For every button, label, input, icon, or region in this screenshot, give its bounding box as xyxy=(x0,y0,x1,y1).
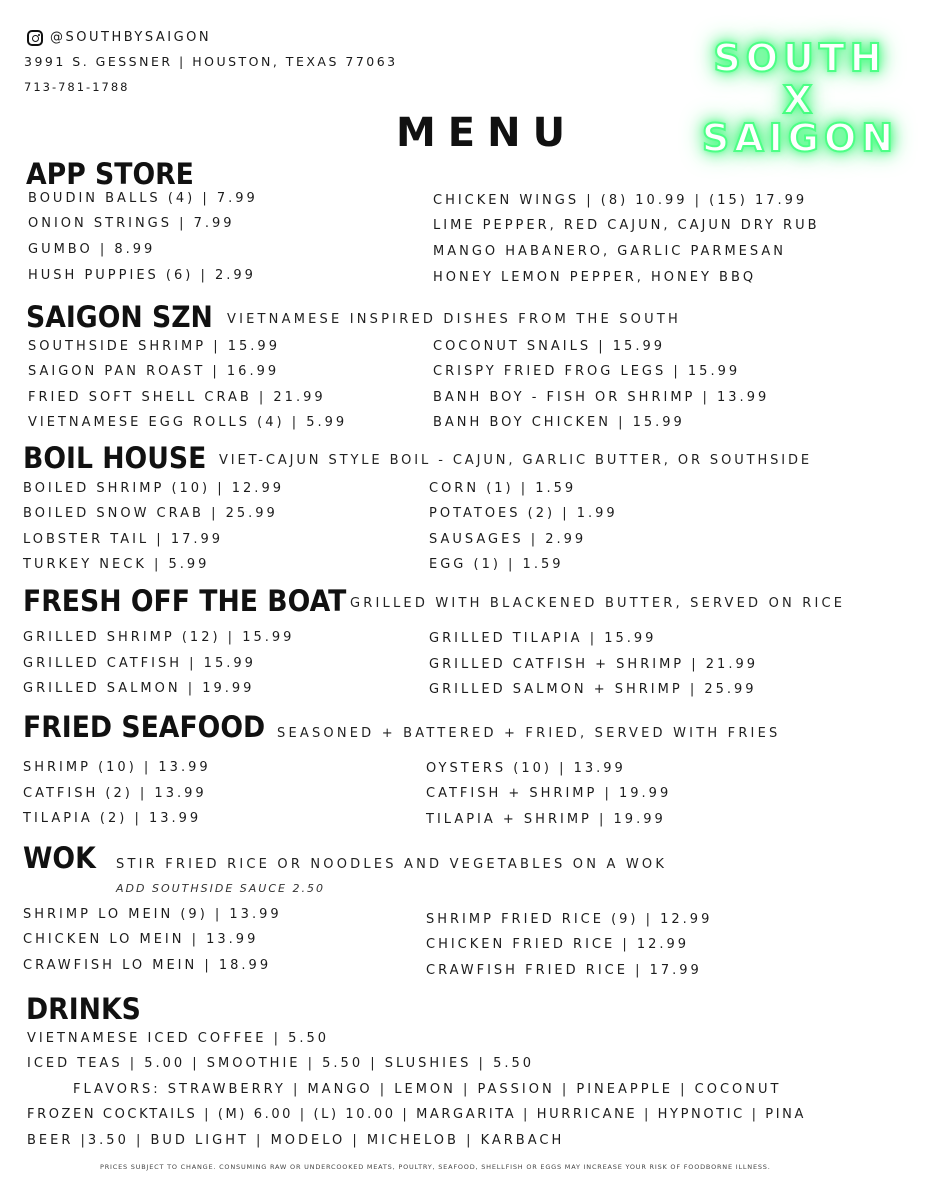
logo-line-3: SAIGON xyxy=(701,116,899,160)
section-title: DRINKS xyxy=(26,992,141,1026)
section-subtitle: SEASONED + BATTERED + FRIED, SERVED WITH FRIES xyxy=(277,726,781,741)
phone-number[interactable]: 713-781-1788 xyxy=(24,80,130,94)
menu-item: CATFISH + SHRIMP | 19.99 xyxy=(426,786,672,801)
menu-item: ONION STRINGS | 7.99 xyxy=(28,216,235,231)
menu-item: TURKEY NECK | 5.99 xyxy=(23,557,210,572)
drinks-line: BEER |3.50 | BUD LIGHT | MODELO | MICHELOB | KARBACH xyxy=(27,1133,565,1148)
menu-title: MENU xyxy=(396,110,578,156)
menu-item: GRILLED SHRIMP (12) | 15.99 xyxy=(23,630,295,645)
menu-item: SHRIMP FRIED RICE (9) | 12.99 xyxy=(426,912,713,927)
address: 3991 S. GESSNER | HOUSTON, TEXAS 77063 xyxy=(24,54,398,69)
section-subtitle: GRILLED WITH BLACKENED BUTTER, SERVED ON RICE xyxy=(350,596,846,611)
menu-item: SAIGON PAN ROAST | 16.99 xyxy=(28,364,280,379)
menu-item: HUSH PUPPIES (6) | 2.99 xyxy=(28,268,256,283)
section-title: FRESH OFF THE BOAT xyxy=(23,584,347,618)
menu-item: POTATOES (2) | 1.99 xyxy=(429,506,618,521)
menu-item: BOILED SNOW CRAB | 25.99 xyxy=(23,506,278,521)
menu-item: SHRIMP LO MEIN (9) | 13.99 xyxy=(23,907,282,922)
menu-item: VIETNAMESE EGG ROLLS (4) | 5.99 xyxy=(28,415,348,430)
menu-item: GRILLED SALMON | 19.99 xyxy=(23,681,255,696)
footer-disclaimer: PRICES SUBJECT TO CHANGE. CONSUMING RAW OR UNDERCOOKED MEATS, POULTRY, SEAFOOD, SHELLFISH OR EGGS MAY INCREASE YOUR RISK OF FOODBORNE ILLNESS. xyxy=(100,1163,771,1171)
menu-item: TILAPIA (2) | 13.99 xyxy=(23,811,202,826)
drinks-line: VIETNAMESE ICED COFFEE | 5.50 xyxy=(27,1031,330,1046)
menu-item: LOBSTER TAIL | 17.99 xyxy=(23,532,224,547)
menu-item: CORN (1) | 1.59 xyxy=(429,481,577,496)
menu-item: BANH BOY - FISH OR SHRIMP | 13.99 xyxy=(433,390,770,405)
menu-item: SHRIMP (10) | 13.99 xyxy=(23,760,211,775)
menu-item: CHICKEN WINGS | (8) 10.99 | (15) 17.99 xyxy=(433,193,808,208)
menu-item: BOILED SHRIMP (10) | 12.99 xyxy=(23,481,284,496)
section-title: SAIGON SZN xyxy=(26,300,213,334)
menu-item: CHICKEN LO MEIN | 13.99 xyxy=(23,932,259,947)
menu-item: CHICKEN FRIED RICE | 12.99 xyxy=(426,937,690,952)
section-title: BOIL HOUSE xyxy=(23,441,207,475)
menu-item: CATFISH (2) | 13.99 xyxy=(23,786,207,801)
menu-item: BANH BOY CHICKEN | 15.99 xyxy=(433,415,685,430)
menu-item: OYSTERS (10) | 13.99 xyxy=(426,761,626,776)
section-title: FRIED SEAFOOD xyxy=(23,710,266,744)
drinks-line: FROZEN COCKTAILS | (M) 6.00 | (L) 10.00 | MARGARITA | HURRICANE | HYPNOTIC | PINA xyxy=(27,1107,806,1122)
section-title: APP STORE xyxy=(26,157,194,191)
menu-item: LIME PEPPER, RED CAJUN, CAJUN DRY RUB xyxy=(433,218,820,233)
menu-item: BOUDIN BALLS (4) | 7.99 xyxy=(28,191,258,206)
drinks-line: ICED TEAS | 5.00 | SMOOTHIE | 5.50 | SLUSHIES | 5.50 xyxy=(27,1056,535,1071)
menu-item: SAUSAGES | 2.99 xyxy=(429,532,587,547)
menu-item: CRISPY FRIED FROG LEGS | 15.99 xyxy=(433,364,741,379)
section-subtitle: VIET-CAJUN STYLE BOIL - CAJUN, GARLIC BUTTER, OR SOUTHSIDE xyxy=(219,453,813,468)
menu-item: FRIED SOFT SHELL CRAB | 21.99 xyxy=(28,390,326,405)
menu-item: MANGO HABANERO, GARLIC PARMESAN xyxy=(433,244,786,259)
menu-item: HONEY LEMON PEPPER, HONEY BBQ xyxy=(433,270,757,285)
section-note: ADD SOUTHSIDE SAUCE 2.50 xyxy=(116,882,325,895)
menu-item: TILAPIA + SHRIMP | 19.99 xyxy=(426,812,666,827)
menu-item: GRILLED CATFISH | 15.99 xyxy=(23,656,256,671)
menu-item: GRILLED SALMON + SHRIMP | 25.99 xyxy=(429,682,757,697)
logo-line-2: X xyxy=(782,78,818,122)
section-subtitle: STIR FRIED RICE OR NOODLES AND VEGETABLES ON A WOK xyxy=(116,857,668,872)
menu-item: COCONUT SNAILS | 15.99 xyxy=(433,339,665,354)
drinks-line: FLAVORS: STRAWBERRY | MANGO | LEMON | PASSION | PINEAPPLE | COCONUT xyxy=(73,1082,782,1097)
section-subtitle: VIETNAMESE INSPIRED DISHES FROM THE SOUTH xyxy=(227,312,681,327)
instagram-icon xyxy=(27,30,43,46)
menu-item: GRILLED TILAPIA | 15.99 xyxy=(429,631,657,646)
logo-line-1: SOUTH xyxy=(713,36,887,80)
menu-item: EGG (1) | 1.59 xyxy=(429,557,564,572)
instagram-handle[interactable]: @SOUTHBYSAIGON xyxy=(50,30,212,45)
menu-item: CRAWFISH FRIED RICE | 17.99 xyxy=(426,963,702,978)
menu-item: GRILLED CATFISH + SHRIMP | 21.99 xyxy=(429,657,758,672)
menu-item: GUMBO | 8.99 xyxy=(28,242,156,257)
menu-item: SOUTHSIDE SHRIMP | 15.99 xyxy=(28,339,280,354)
section-title: WOK xyxy=(23,841,96,875)
menu-item: CRAWFISH LO MEIN | 18.99 xyxy=(23,958,272,973)
